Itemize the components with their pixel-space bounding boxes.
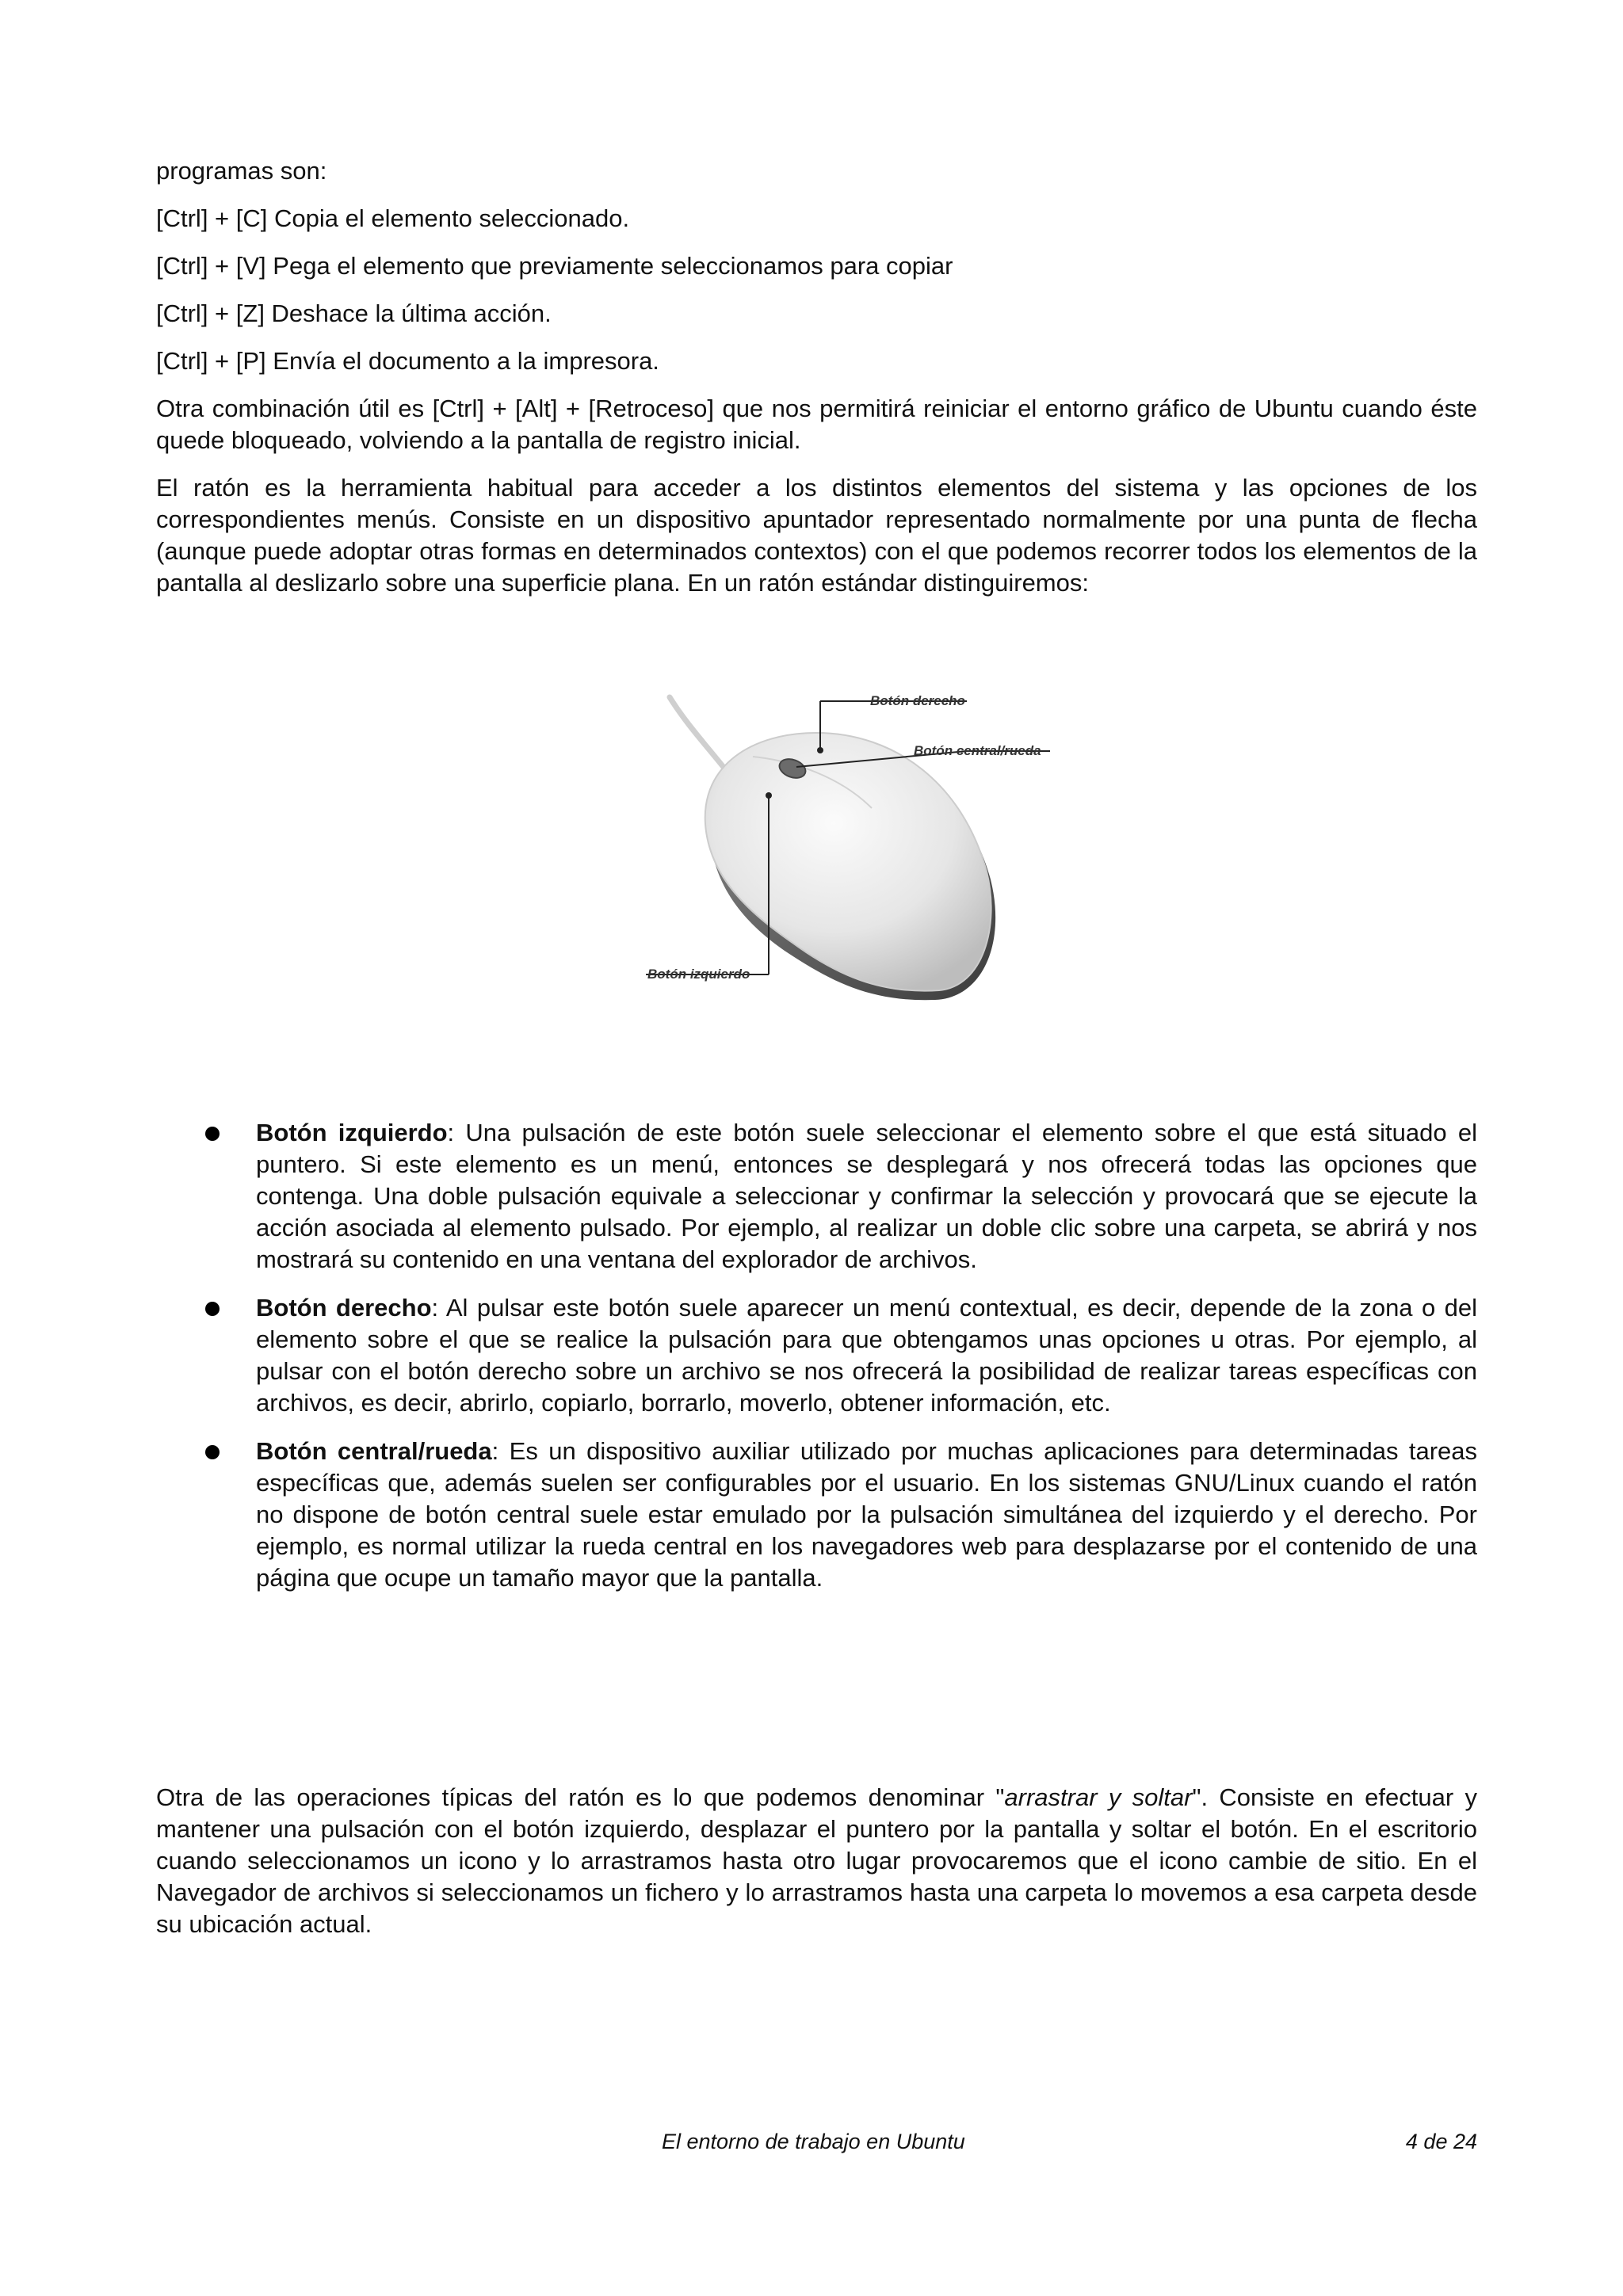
bullet-text: : Una pulsación de este botón suele seleccionar el elemento sobre el que está situado el puntero. Si este elemento es un menú, entonces se desplegará y nos ofrecerá todas las opciones que contenga. Una doble pulsación equivale a seleccionar y confirmar la selección y provocará que se ejecute la acción asociada al elemento pulsado. Por ejemplo, al realizar un doble clic sobre una carpeta, se abrirá y nos mostrará su contenido en una ventana del explorador de archivos. [256, 1119, 1478, 1273]
list-item [156, 1292, 1477, 1419]
footer-title: El entorno de trabajo en Ubuntu [662, 2130, 965, 2153]
drag-drop-term: arrastrar y soltar [1004, 1783, 1193, 1811]
bullet-term: Botón central/rueda [256, 1437, 492, 1465]
shortcut-undo: [Ctrl] + [Z] Deshace la última acción. [156, 299, 552, 327]
bullet-icon [205, 1445, 220, 1459]
intro-text: programas son: [156, 157, 327, 185]
page-footer [156, 2126, 1477, 2157]
bullet-text: : Al pulsar este botón suele aparecer un menú contextual, es decir, depende de la zona o del elemento sobre el que se realice la pulsación para que obtengamos unas opciones u otras. Por ejemplo, al pulsar con el botón derecho sobre un archivo se nos ofrecerá la posibilidad de realizar tareas específicas con archivos, es decir, abrirlo, copiarlo, borrarlo, moverlo, obtener información, etc. [256, 1294, 1477, 1417]
body-text [156, 155, 1477, 615]
label-left-button: Botón izquierdo [647, 967, 750, 982]
shortcut-paste: [Ctrl] + [V] Pega el elemento que previamente seleccionamos para copiar [156, 252, 953, 280]
paragraph-ctrl-alt: Otra combinación útil es [Ctrl] + [Alt] + [Retroceso] que nos permitirá reiniciar el entorno gráfico de Ubuntu cuando éste quede bloqueado, volviendo a la pantalla de registro inicial. [156, 395, 1477, 454]
bullet-icon [205, 1302, 220, 1316]
mouse-body [705, 733, 991, 991]
page-number: 4 de 24 [1405, 2130, 1477, 2153]
shortcut-copy: [Ctrl] + [C] Copia el elemento seleccionado. [156, 204, 630, 232]
button-list [156, 1117, 1477, 1611]
mouse-figure [634, 673, 1078, 1006]
mouse-illustration [634, 673, 1078, 1006]
paragraph-drag-drop: Otra de las operaciones típicas del ratón es lo que podemos denominar "arrastrar y soltar". Consiste en efectuar y mantener una pulsación con el botón izquierdo, desplazar el puntero por la pantalla y soltar el botón. En el escritorio cuando seleccionamos un icono y lo arrastramos hasta otro lugar provocaremos que el icono cambie de sitio. En el Navegador de archivos si seleccionamos un fichero y lo arrastramos hasta una carpeta lo movemos a esa carpeta desde su ubicación actual. [156, 1783, 1477, 1938]
bullet-text: : Es un dispositivo auxiliar utilizado por muchas aplicaciones para determinadas tareas específicas que, además suelen ser configurables por el usuario. En los sistemas GNU/Linux cuando el ratón no dispone de botón central suele estar emulado por la pulsación simultánea del izquierdo y el derecho. Por ejemplo, es normal utilizar la rueda central en los navegadores web para desplazarse por el contenido de una página que ocupe un tamaño mayor que la pantalla. [256, 1437, 1478, 1592]
list-item [156, 1436, 1477, 1594]
shortcut-print: [Ctrl] + [P] Envía el documento a la impresora. [156, 347, 659, 375]
bullet-icon [205, 1127, 220, 1141]
paragraph-mouse-intro: El ratón es la herramienta habitual para acceder a los distintos elementos del sistema y las opciones de los correspondientes menús. Consiste en un dispositivo apuntador representado normalmente por una punta de flecha (aunque puede adoptar otras formas en determinados contextos) con el que podemos recorrer todos los elementos de la pantalla al deslizarlo sobre una superficie plana. En un ratón estándar distinguiremos: [156, 474, 1477, 597]
list-item [156, 1117, 1477, 1276]
bullet-term: Botón izquierdo [256, 1119, 448, 1146]
label-right-button: Botón derecho [870, 693, 965, 708]
bullet-term: Botón derecho [256, 1294, 432, 1322]
label-center-button: Botón central/rueda [914, 743, 1041, 758]
